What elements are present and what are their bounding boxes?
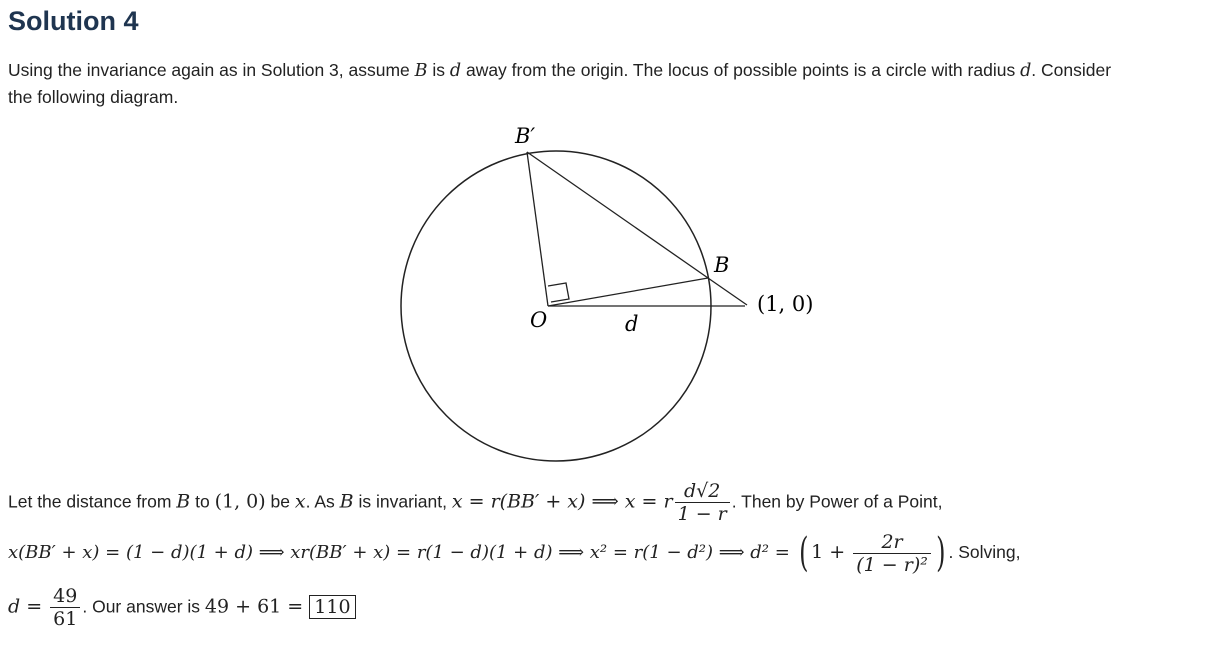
intro-text: . Consider [1031, 60, 1112, 80]
text: . Then by Power of a Point, [731, 491, 943, 512]
math-text: 1 + [811, 541, 852, 563]
text: Let the distance from [8, 491, 177, 512]
math-d: d [449, 61, 462, 81]
math-B: B [339, 490, 354, 513]
math-paren: ) [935, 530, 946, 576]
math-equation: 49 + 61 = [204, 595, 310, 618]
fraction-denominator: (1 − r)² [856, 553, 928, 576]
fraction [675, 480, 730, 525]
math-B: B [414, 61, 428, 81]
intro-text: the following diagram. [8, 87, 179, 107]
segment-B-point [708, 278, 747, 305]
math-B: B [176, 490, 191, 513]
intro-text: is [427, 60, 450, 80]
math-line-3 [8, 585, 356, 630]
math-x: x [294, 490, 306, 513]
math-point: (1, 0) [214, 490, 266, 513]
math-d: d [1020, 61, 1032, 81]
math-text: d = [8, 595, 49, 618]
segment-O-Bprime [527, 152, 548, 306]
label-point-1-0: (1, 0) [757, 292, 814, 316]
text: be [265, 491, 295, 512]
boxed-answer: 110 [309, 595, 355, 619]
fraction [50, 585, 80, 630]
label-O: O [530, 308, 548, 332]
fraction [853, 531, 931, 576]
text: is invariant, [353, 491, 452, 512]
label-d: d [625, 312, 639, 336]
math-line-1 [8, 480, 943, 525]
intro-text: Using the invariance again as in Solution 3, assume [8, 60, 415, 80]
label-B: B [714, 253, 730, 277]
segment-O-B [548, 278, 708, 306]
page-title: Solution 4 [8, 6, 139, 36]
text: . Solving, [948, 542, 1021, 562]
fraction-denominator: 61 [53, 608, 78, 630]
text: . As [305, 491, 340, 512]
fraction-numerator: 2r [853, 531, 931, 554]
math-paren: ( [798, 530, 809, 576]
text: to [190, 491, 215, 512]
fraction-numerator: d√2 [675, 480, 730, 503]
label-Bprime: B′ [515, 124, 536, 148]
fraction-numerator: 49 [50, 585, 80, 608]
fraction-denominator: 1 − r [677, 503, 727, 525]
math-equation: x(BB′ + x) = (1 − d)(1 + d) ⟹ xr(BB′ + x) = r(1 − d)(1 + d) ⟹ x² = r(1 − d²) ⟹ d² = [8, 542, 796, 563]
intro-text: away from the origin. The locus of possible points is a circle with radius [461, 60, 1021, 80]
math-line-2 [8, 530, 1020, 576]
right-angle-marker [548, 283, 569, 302]
text: . Our answer is [82, 596, 205, 617]
math-equation: x = r(BB′ + x) ⟹ x = r [451, 490, 673, 513]
